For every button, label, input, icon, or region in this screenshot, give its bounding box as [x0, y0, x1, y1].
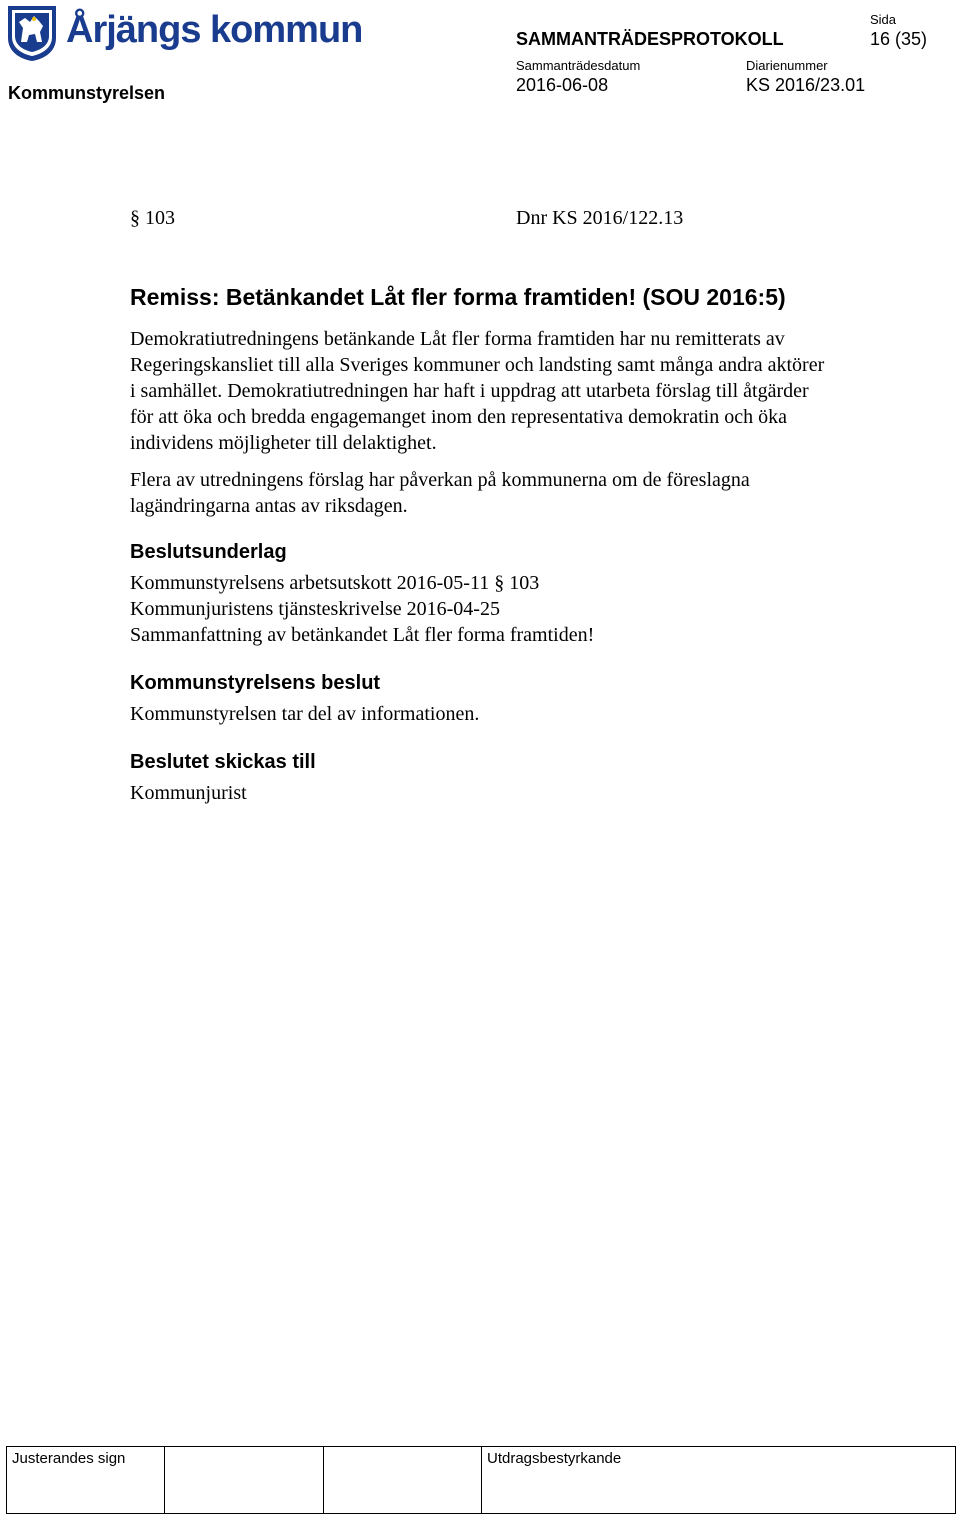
paragraph-symbol: § — [130, 207, 140, 229]
body-paragraph: Demokratiutredningens betänkande Låt fler forma framtiden har nu remitterats av Regeringskansliet till alla Sveriges kommuner och landsting samt många andra aktörer i samhället. Demokratiutredningen har haft i uppdrag att utarbeta förslag till åtgärder för att öka och bredda engagemanget inom den representativa demokratin och öka individens möjligheter till delaktighet. — [130, 328, 825, 454]
utdragsbestyrkande-label: Utdragsbestyrkande — [487, 1450, 622, 1467]
coat-of-arms-icon — [6, 4, 58, 62]
recipients-heading: Beslutet skickas till — [130, 751, 316, 773]
document-type: SAMMANTRÄDESPROTOKOLL — [516, 29, 784, 49]
decision-heading: Kommunstyrelsens beslut — [130, 672, 381, 694]
diarienummer-value: KS 2016/23.01 — [746, 75, 866, 95]
item-title: Remiss: Betänkandet Låt fler forma framtiden! (SOU 2016:5) — [130, 284, 786, 310]
justerandes-sign-label: Justerandes sign — [12, 1450, 126, 1467]
municipality-logo — [6, 4, 363, 62]
underlag-item: Sammanfattning av betänkandet Låt fler forma framtiden! — [130, 624, 595, 646]
case-dnr: Dnr KS 2016/122.13 — [516, 207, 684, 229]
signature-table — [6, 1446, 956, 1514]
signature-cell — [481, 1447, 482, 1513]
paragraph-number-value: 103 — [145, 207, 175, 229]
underlag-item: Kommunjuristens tjänsteskrivelse 2016-04-25 — [130, 598, 500, 620]
decision-text: Kommunstyrelsen tar del av informationen. — [130, 703, 480, 725]
diarienummer-label: Diarienummer — [746, 58, 828, 73]
meeting-date: 2016-06-08 — [516, 75, 609, 95]
body-paragraph: Flera av utredningens förslag har påverkan på kommunerna om de föreslagna lagändringarna antas av riksdagen. — [130, 469, 750, 517]
paragraph-number — [130, 207, 175, 230]
page-label: Sida — [870, 12, 897, 27]
page-number: 16 (35) — [870, 29, 928, 49]
recipient: Kommunjurist — [130, 782, 247, 804]
organization-name: Kommunstyrelsen — [8, 83, 166, 103]
item-content — [130, 282, 830, 806]
underlag-heading: Beslutsunderlag — [130, 541, 287, 563]
underlag-item: Kommunstyrelsens arbetsutskott 2016-05-11 § 103 — [130, 572, 540, 594]
meeting-date-label: Sammanträdesdatum — [516, 58, 641, 73]
signature-cell — [323, 1447, 324, 1513]
logo-text: Årjängs kommun — [66, 9, 363, 51]
signature-cell — [164, 1447, 165, 1513]
